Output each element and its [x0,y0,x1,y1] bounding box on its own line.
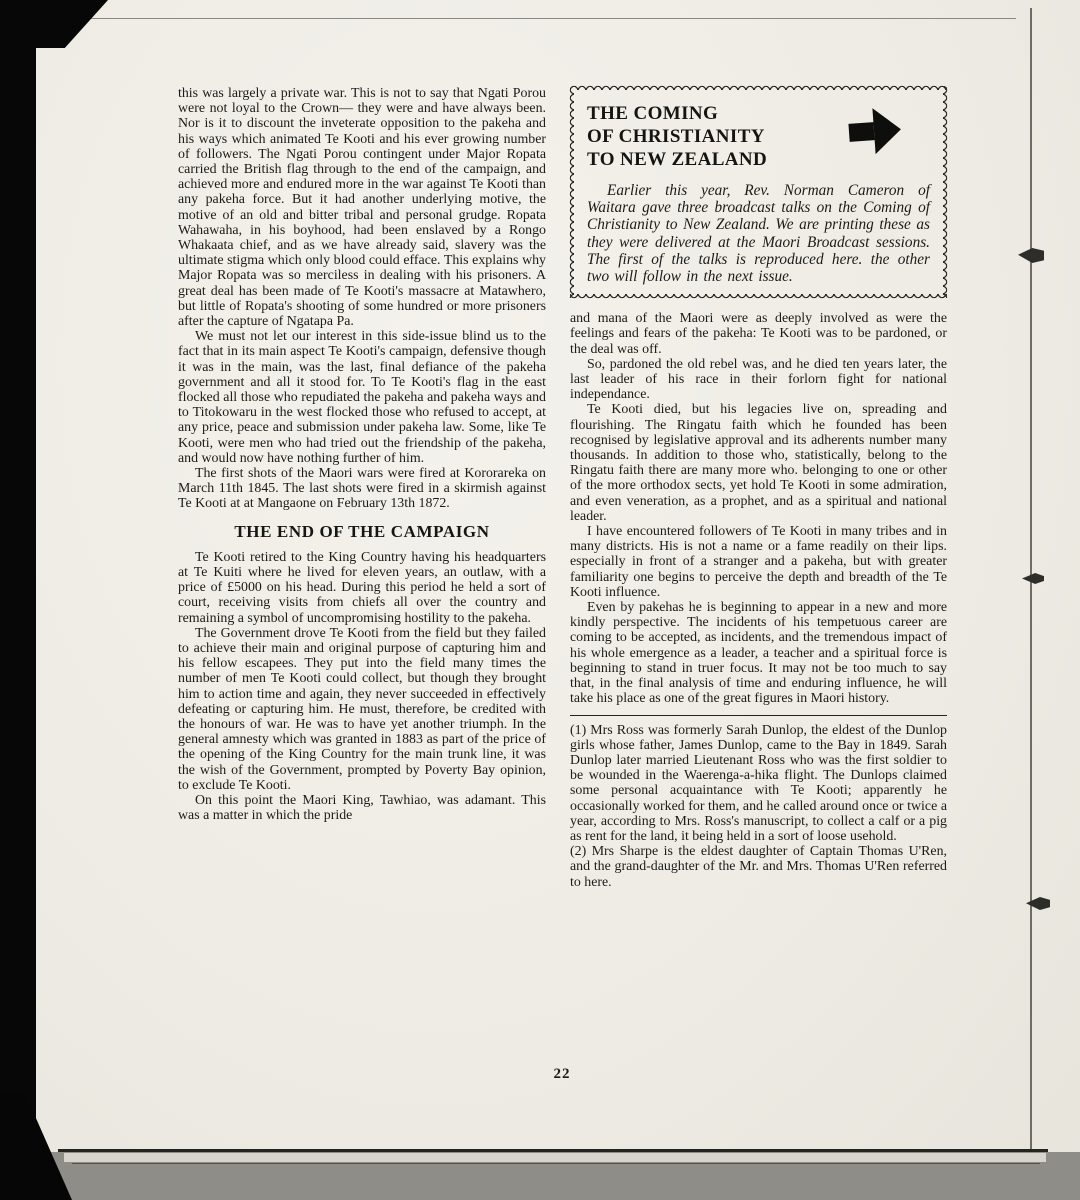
announcement-title-line: THE COMING [587,103,719,124]
announcement-box [570,86,947,298]
announcement-body: Earlier this year, Rev. Norman Cameron of Waitara gave three broadcast talks on the Coming of Christianity to New Zealand. We are printing these as they were delivered at the Maori Broadcast sessions. The first of the talks is reproduced here. the other two will follow in the next issue. [587,182,930,286]
arrow-shaft [848,122,874,142]
announcement-title-line: OF CHRISTIANITY [587,126,765,147]
section-heading: THE END OF THE CAMPAIGN [234,521,490,541]
paragraph: Te Kooti died, but his legacies live on, spreading and flourishing. The Ringatu faith which he founded has been recognised by legislative approval and its adherents number many thousands. In addition to those who, statistically, belong to the Ringatu faith there are many more who. belonging to one or other of the more orthodox sects, yet hold Te Kooti in some admiration, and even veneration, as a prophet, and as a spiritual and national leader. [570,402,947,524]
paragraph: and mana of the Maori were as deeply involved as were the feelings and fears of the pakeha: Te Kooti was to be pardoned, or the deal was off. [570,311,947,357]
scan-artifact-bottom-edge [64,1153,1046,1162]
right-arrow-icon [847,106,904,156]
paragraph: We must not let our interest in this side-issue blind us to the fact that in its main aspect Te Kooti's campaign, defensive though it was in the main, was the last, final defiance of the pakeha government and all it stood for. To Te Kooti's flag in the east flocked all those who repudiated the pakeha and pakeha ways and to Titokowaru in the west flocked those who refused to accept, at any price, peace and submission under pakeha law. Some, like Te Kooti, were men who had tried out the friendship of the pakeha, and would now have nothing further of him. [178,329,546,466]
scan-artifact-top-edge [72,18,1016,19]
arrow-head [872,106,902,154]
scan-artifact-corner-blob-bottom [0,1092,72,1200]
scan-artifact-ink-mark [1018,248,1044,263]
paragraph: Te Kooti retired to the King Country having his headquarters at Te Kuiti where he lived for eleven years, an outlaw, with a price of £5000 on his head. During this period he held a sort of court, receiving visits from chiefs all over the country and remaining a symbol of uncompromising hostility to the pakeha. [178,549,546,626]
scan-artifact-bottom-line [58,1149,1048,1152]
wavy-border-right [943,86,948,298]
scan-artifact-corner-blob-top [0,0,108,48]
paragraph: Even by pakehas he is beginning to appear in a new and more kindly perspective. The incidents of his tempetuous career are coming to be accepted, as incidents, and the tremendous impact of his whole emergence as a leader, a teacher and a spiritual force is beginning to stand in truer focus. It may not be too much to say that, in the final analysis of time and enduring influence, he will take his place as one of the great figures in Maori history. [570,600,947,707]
wavy-border-bottom [570,294,947,299]
left-column [178,86,546,823]
scan-artifact-ink-mark [1022,573,1044,584]
wavy-border-left [569,86,574,298]
paragraph: I have encountered followers of Te Kooti in many tribes and in many districts. His is not a name or a fame readily on their lips. especially in front of a stranger and a pakeha, but with greater familiarity one begins to perceive the depth and breadth of the Te Kooti influence. [570,524,947,600]
scan-artifact-left-band [0,0,36,1200]
paragraph: this was largely a private war. This is not to say that Ngati Porou were not loyal to the Crown— they were and have always been. Nor is it to discount the inveterate opposition to the pakeha and his ways which animated Te Kooti and his ever growing number of followers. The Ngati Porou contingent under Major Ropata carried the British flag through to the end of the campaign, and achieved more and endured more in the war against Te Kooti than any pakeha force. But it had another underlying motive, the motive of an old and bitter tribal and personal grudge. Ropata Wahawaha, in his boyhood, had been enslaved by a Rongo Whakaata chief, and as we have already said, slavery was the ultimate stigma which only blood could efface. This explains why Major Ropata was so merciless in dealing with his prisoners. A great deal has been made of Te Kooti's massacre at Matawhero, but little of Ropata's shooting of some hundred or more prisoners after the capture of Ngatapa Pa. [178,86,546,330]
paragraph: So, pardoned the old rebel was, and he died ten years later, the last leader of his race in their forlorn fight for national independance. [570,356,947,403]
scan-artifact-bottom-line-2 [72,1163,1040,1164]
footnotes [570,715,947,890]
footnote: (2) Mrs Sharpe is the eldest daughter of Captain Thomas U'Ren, and the grand-daughter of the Mr. and Mrs. Thomas U'Ren referred to here. [570,844,947,890]
footnote: (1) Mrs Ross was formerly Sarah Dunlop, the eldest of the Dunlop girls whose father, James Dunlop, came to the Bay in 1849. Sarah Dunlop later married Lieutenant Ross who was the first soldier to be wounded in the Waerenga-a-hika flight. The Dunlops claimed some personal acquaintance with Te Kooti; apparently he occasionally worked for them, and he called around once or twice a year, according to Mrs. Ross's manuscript, to collect a calf or a pig as rent for the land, it being held in a sort of loose usehold. [570,722,947,844]
announcement-title-line: TO NEW ZEALAND [587,149,768,170]
wavy-border-top [570,85,947,90]
paragraph: The Government drove Te Kooti from the field but they failed to achieve their main and original purpose of capturing him and his fellow escapees. They put into the field many times the number of men Te Kooti could collect, but though they brought him to action time and again, they never succeeded in effectively defeating or capturing him. He must, therefore, be credited with the honours of war. He was to have yet another triumph. In the general amnesty which was granted in 1883 as part of the price of the opening of the King Country for the main trunk line, it was the wish of the Government, prompted by Poverty Bay opinion, to exclude Te Kooti. [178,625,546,793]
page-number: 22 [553,1066,571,1082]
paragraph: The first shots of the Maori wars were fired at Kororareka on March 11th 1845. The last shots were fired in a skirmish against Te Kooti at at Mangaone on February 13th 1872. [178,466,546,512]
right-column [570,86,947,890]
paragraph: On this point the Maori King, Tawhiao, was adamant. This was a matter in which the pride [178,792,546,824]
